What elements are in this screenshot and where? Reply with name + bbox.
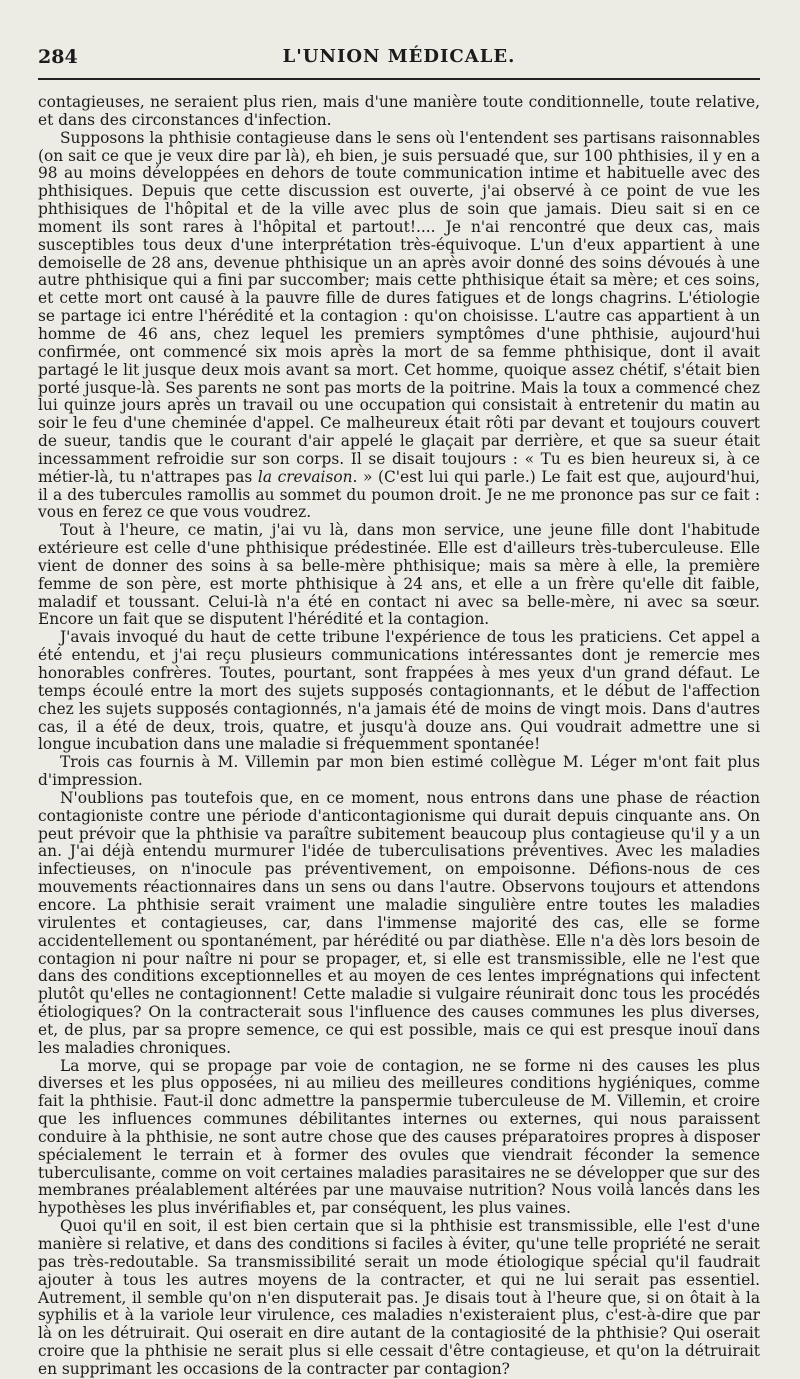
paragraph: J'avais invoqué du haut de cette tribune l'expérience de tous les praticiens. Cet appel a été entendu, et j'ai reçu plusieurs communications intéressantes dont je remercie mes honorables confrères. Toutes, pourtant, sont frappées à mes yeux d'un grand défaut. Le temps écoulé entre la mort des sujets supposés contagionnants, et le début de l'affection chez les sujets supposés contagionnés, n'a jamais été de moins de vingt mois. Dans d'autres cas, il a été de deux, trois, quatre, et jusqu'à douze ans. Qui voudrait admettre une si longue incubation dans une maladie si fréquemment spontanée! — [38, 628, 760, 754]
running-title: L'UNION MÉDICALE. — [282, 46, 516, 67]
page-header — [38, 46, 760, 76]
paragraph: Supposons la phthisie contagieuse dans le sens où l'entendent ses partisans raisonnables (on sait ce que je veux dire par là), eh bien, je suis persuadé que, sur 100 phthisies, il y en a 98 au moins développées en dehors de toute communication intime et habituelle avec des phthisiques. Depuis que cette discussion est ouverte, j'ai observé à ce point de vue les phthisiques de l'hôpital et de la ville avec plus de soin que jamais. Dieu sait si en ce moment ils sont rares à l'hôpital et partout!.... Je n'ai rencontré que deux cas, mais susceptibles tous deux d'une interprétation très-équivoque. L'un d'eux appartient à une demoiselle de 28 ans, devenue phthisique un an après avoir donné des soins dévoués à une autre phthisique qui a fini par succomber; mais cette phthisique était sa mère; et ces soins, et cette mort ont causé à la pauvre fille de dures fatigues et de longs chagrins. L'étiologie se partage ici entre l'hérédité et la contagion : qu'on choisisse. L'autre cas appartient à un homme de 46 ans, chez lequel les premiers symptômes d'une phthisie, aujourd'hui confirmée, ont commencé six mois après la mort de sa femme phthisique, dont il avait partagé le lit jusque deux mois avant sa mort. Cet homme, quoique assez chétif, s'était bien porté jusque-là. Ses parents ne sont pas morts de la poitrine. Mais la toux a commencé chez lui quinze jours après un travail ou une occupation qui consistait à entretenir du matin au soir le feu d'une cheminée d'appel. Ce malheureux était rôti par devant et toujours couvert de sueur, tandis que le courant d'air appelé le glaçait par derrière, et que sa sueur était incessamment refroidie sur son corps. Il se disait toujours : « Tu es bien heureux si, à ce métier-là, tu n'attrapes pas la crevaison. » (C'est lui qui parle.) Le fait est que, aujourd'hui, il a des tubercules ramollis au sommet du poumon droit. Je ne me prononce pas sur ce fait : vous en ferez ce que vous voudrez. — [38, 128, 761, 522]
header-rule — [38, 78, 760, 80]
page-number: 284 — [38, 46, 78, 68]
paragraph: La morve, qui se propage par voie de contagion, ne se forme ni des causes les plus diverses et les plus opposées, ni au milieu des meilleures conditions hygiéniques, comme fait la phthisie. Faut-il donc admettre la panspermie tuberculeuse de M. Villemin, et croire que les influences communes débilitantes internes ou externes, qui nous paraissent conduire à la phthisie, ne sont autre chose que des causes préparatoires propres à disposer spécialement le terrain et à former des ovules que viendrait féconder la semence tuberculisante, comme on voit certaines maladies parasitaires ne se développer que sur des membranes préalablement altérées par une mauvaise nutrition? Nous voilà lancés dans les hypothèses les plus invérifiables et, par conséquent, les plus vaines. — [38, 1056, 760, 1218]
paragraph: Quoi qu'il en soit, il est bien certain que si la phthisie est transmissible, elle l'est d'une manière si relative, et dans des conditions si faciles à éviter, qu'une telle propriété ne serait pas très-redoutable. Sa transmissibilité serait un mode étiologique spécial qu'il faudrait ajouter à tous les autres moyens de la contracter, et qui ne lui serait pas essentiel. Autrement, il semble qu'on n'en disputerait pas. Je disais tout à l'heure que, si on ôtait à la syphilis et à la variole leur virulence, ces maladies n'existeraient plus, c'est-à-dire que par là on les détruirait. Qui oserait en dire autant de la contagiosité de la phthisie? Qui oserait croire que la phthisie ne serait plus si elle cessait d'être contagieuse, et qu'on la détruirait en supprimant les occasions de la contracter par contagion? — [38, 1217, 760, 1378]
italic-phrase: la crevaison — [257, 467, 353, 486]
article-body — [38, 94, 760, 1379]
paragraph: N'oublions pas toutefois que, en ce moment, nous entrons dans une phase de réaction contagioniste contre une période d'anticontagionisme qui durait depuis cinquante ans. On peut prévoir que la phthisie va paraître subitement beaucoup plus contagieuse qu'il y a un an. J'ai déjà entendu murmurer l'idée de tuberculisations préventives. Avec les maladies infectieuses, on n'inocule pas préventivement, on empoisonne. Défions-nous de ces mouvements réactionnaires dans un sens ou dans l'autre. Observons toujours et attendons encore. La phthisie serait vraiment une maladie singulière entre toutes les maladies virulentes et contagieuses, car, dans l'immense majorité des cas, elle se forme accidentellement ou spontanément, par hérédité ou par diathèse. Elle n'a dès lors besoin de contagion ni pour naître ni pour se propager, et, si elle est transmissible, elle ne l'est que dans des conditions exceptionnelles et au moyen de ces lentes imprégnations qui infectent plutôt qu'elles ne contagionnent! Cette maladie si vulgaire réunirait donc tous les procédés étiologiques? On la contracterait sous l'influence des causes communes les plus diverses, et, de plus, par sa propre semence, ce qui est possible, mais ce qui est presque inouï dans les maladies chroniques. — [38, 788, 760, 1057]
paragraph: Tout à l'heure, ce matin, j'ai vu là, dans mon service, une jeune fille dont l'habitude extérieure est celle d'une phthisique prédestinée. Elle est d'ailleurs très-tuberculeuse. Elle vient de donner des soins à sa belle-mère phthisique; mais sa mère à elle, la première femme de son père, est morte phthisique à 24 ans, et elle a un frère qu'elle dit faible, maladif et toussant. Celui-là n'a été en contact ni avec sa belle-mère, ni avec sa sœur. Encore un fait que se disputent l'hérédité et la contagion. — [38, 521, 760, 629]
paragraph: contagieuses, ne seraient plus rien, mais d'une manière toute conditionnelle, toute relative, et dans des circonstances d'infection. — [38, 93, 760, 129]
paragraph: Trois cas fournis à M. Villemin par mon bien estimé collègue M. Léger m'ont fait plus d'impression. — [38, 753, 760, 790]
